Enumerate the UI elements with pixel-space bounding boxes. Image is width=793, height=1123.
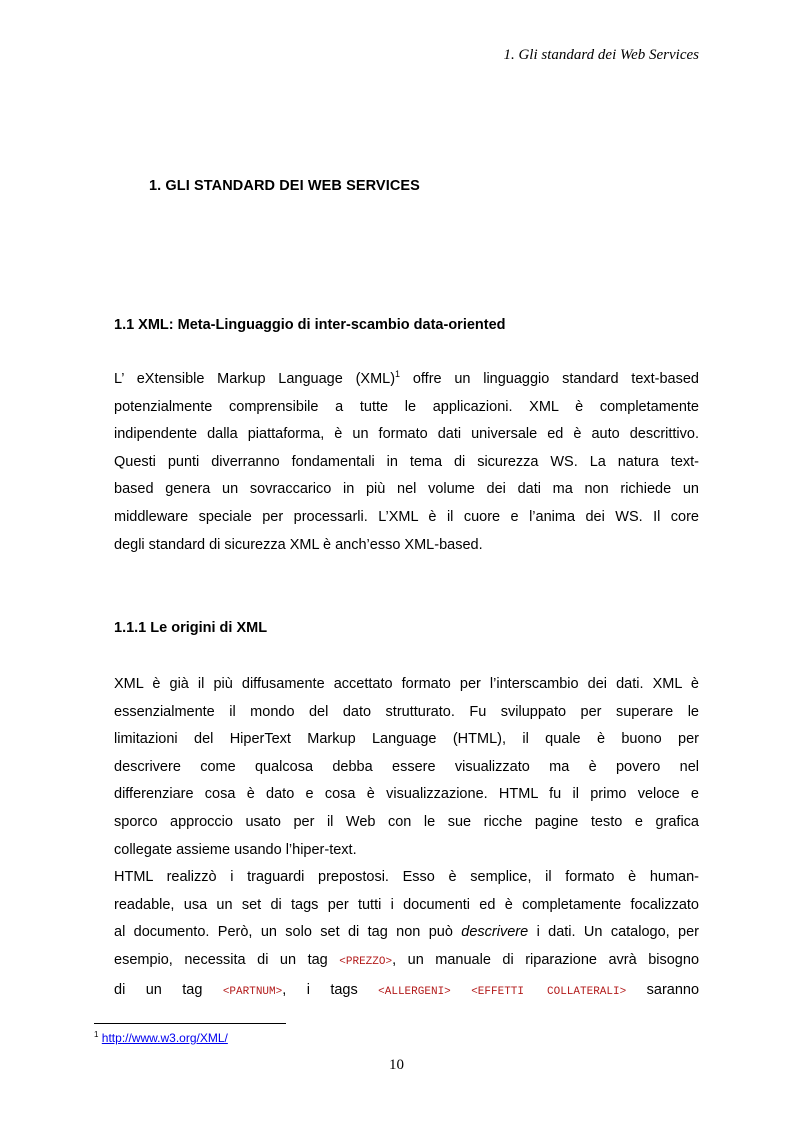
section-heading-1-1-1: 1.1.1 Le origini di XML bbox=[114, 620, 268, 636]
text-line: Questi punti diverranno fondamentali in tema di sicurezza WS. La natura text- bbox=[114, 453, 699, 470]
text-line: al documento. Però, un solo set di tag non può descrivere i dati. Un catalogo, per bbox=[114, 924, 700, 941]
footnote-marker[interactable]: 1 bbox=[395, 369, 401, 380]
footnote-number: 1 bbox=[94, 1030, 99, 1039]
text-line: indipendente dalla piattaforma, è un formato dati universale ed è auto descrittivo. bbox=[114, 426, 699, 443]
text-line: based genera un sovraccarico in più nel volume dei dati ma non richiede un bbox=[114, 481, 699, 498]
text-line: sporco approccio usato per il Web con le sue ricche pagine testo e grafica bbox=[114, 813, 699, 830]
chapter-title: 1. GLI STANDARD DEI WEB SERVICES bbox=[149, 178, 420, 194]
paragraph-xml-intro bbox=[114, 366, 699, 559]
emphasis-descrivere: descrivere bbox=[461, 924, 529, 941]
text-line: degli standard di sicurezza XML è anch’esso XML-based. bbox=[114, 536, 483, 553]
code-tag-allergeni: <ALLERGENI> bbox=[378, 985, 451, 998]
code-tag-partnum: <PARTNUM> bbox=[222, 985, 283, 998]
code-tag-effetti-collaterali: <EFFETTI COLLATERALI> bbox=[471, 985, 627, 998]
page-number: 10 bbox=[389, 1057, 404, 1073]
text-line: potenzialmente comprensibile a tutte le applicazioni. XML è completamente bbox=[114, 398, 699, 415]
footnote-link[interactable]: http://www.w3.org/XML/ bbox=[101, 1031, 228, 1045]
text-line: differenziare cosa è dato e cosa è visualizzazione. HTML fu il primo veloce e bbox=[114, 786, 699, 803]
text-line: limitazioni del HiperText Markup Language (HTML), il quale è buono per bbox=[114, 731, 699, 748]
footnote-divider bbox=[94, 1023, 286, 1024]
text-line: descrivere come qualcosa debba essere visualizzato ma è povero nel bbox=[114, 758, 699, 775]
text-line: readable, usa un set di tags per tutti i documenti ed è completamente focalizzato bbox=[114, 896, 699, 913]
section-heading-1-1: 1.1 XML: Meta-Linguaggio di inter-scambio data-oriented bbox=[114, 317, 506, 333]
text-line: di un tag <PARTNUM>, i tags <ALLERGENI> <EFFETTI COLLATERALI> saranno bbox=[114, 981, 700, 998]
text-line: HTML realizzò i traguardi prepostosi. Esso è semplice, il formato è human- bbox=[114, 869, 699, 886]
text-line: L’ eXtensible Markup Language (XML)$^1$ offre un linguaggio standard text-based bbox=[114, 369, 699, 387]
text-line: XML è già il più diffusamente accettato formato per l’interscambio dei dati. XML è bbox=[114, 676, 699, 692]
footnote bbox=[94, 1031, 228, 1045]
text-line: collegate assieme usando l’hiper-text. bbox=[114, 841, 357, 858]
text-line: esempio, necessita di un tag <PREZZO>, un manuale di riparazione avrà bisogno bbox=[114, 951, 700, 968]
text-line: essenzialmente il mondo del dato strutturato. Fu sviluppato per superare le bbox=[114, 703, 699, 720]
code-tag-prezzo: <PREZZO> bbox=[339, 955, 393, 968]
paragraph-xml-origins bbox=[114, 671, 699, 1006]
text-line: middleware speciale per processarli. L’XML è il cuore e l’anima dei WS. Il core bbox=[114, 508, 699, 525]
running-header: 1. Gli standard dei Web Services bbox=[503, 47, 699, 63]
